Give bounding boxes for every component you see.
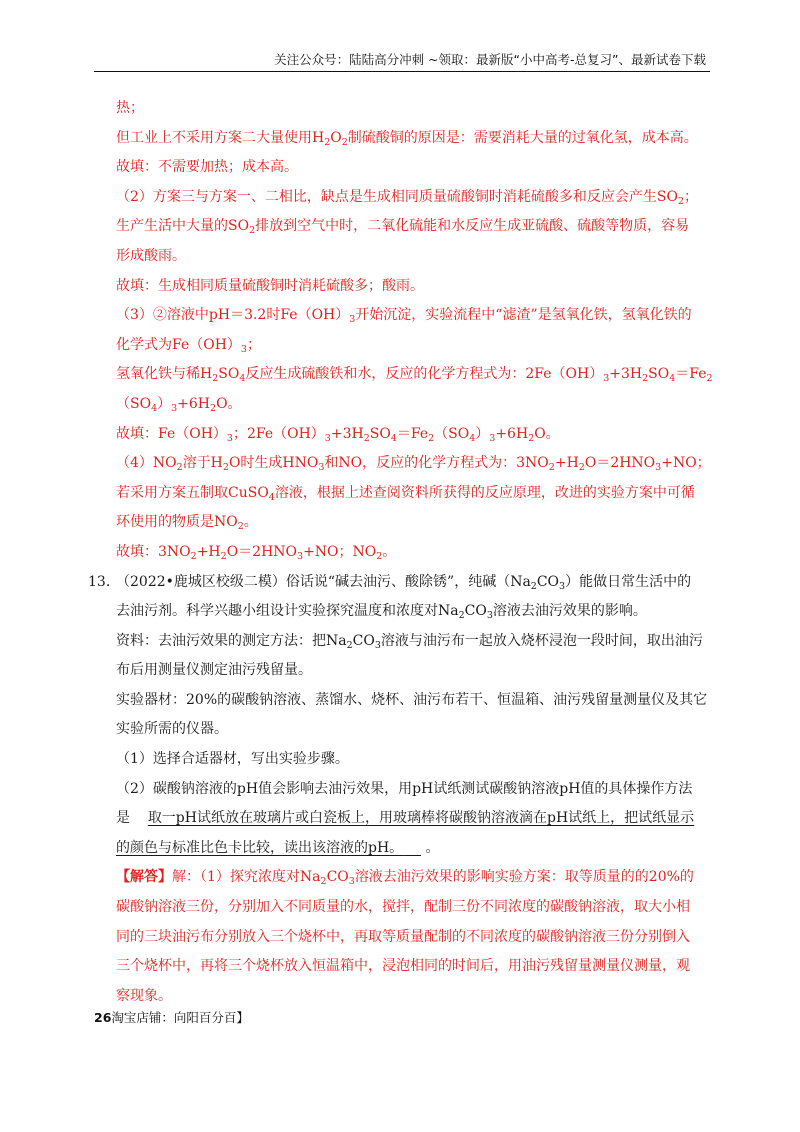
answer-tag: 【解答】 — [116, 869, 172, 886]
header-text: 关注公众号：陆陆高分冲刺 ~领取：最新版“小中高考-总复习”、最新试卷下载 — [274, 52, 706, 67]
solution-line: 故填：生成相同质量硫酸铜时消耗硫酸多；酸雨。 — [116, 277, 424, 294]
question-line: 去油污剂。科学兴趣小组设计实验探究温度和浓度对$Na_2CO_3$溶液去油污效果的影响。 — [116, 603, 647, 622]
filled-answer: 的颜色与标准比色卡比较，读出该溶液的pH。 — [116, 839, 404, 856]
solution-line: 生产生活中大量的$SO_2$排放到空气中时，二氧化硫能和水反应生成亚硫酸、硫酸等物质，容易 — [116, 218, 690, 237]
answer-line: 【解答】解：（1）探究浓度对$Na_2CO_3$溶液去油污效果的影响实验方案：取等质量的的20%的 — [116, 869, 694, 888]
question-line: 布后用测量仪测定油污残留量。 — [116, 662, 312, 679]
solution-line: 氢氧化铁与稀$H_2SO_4$反应生成硫酸铁和水，反应的化学方程式为：$2Fe(OH)_3+3H_2SO_4=Fe_2$ — [116, 366, 713, 385]
document-body — [88, 94, 713, 1011]
answer-line: 察现象。 — [116, 987, 172, 1004]
question-line: 资料：去油污效果的测定方法：把$Na_2CO_3$溶液与油污布一起放入烧杯浸泡一段时间，取出油污 — [116, 632, 703, 651]
filled-answer: 取一pH试纸放在玻璃片或白瓷板上，用玻璃棒将碳酸钠溶液滴在pH试纸上，把试纸显示 — [147, 810, 695, 827]
solution-line: $(4)NO_2$溶于$H_2O$时生成$HNO_3$和NO，反应的化学方程式为：$3NO_2+H_2O=2HNO_3+NO$； — [116, 455, 711, 474]
page-header — [274, 50, 706, 68]
page-number: 26 — [94, 1010, 112, 1025]
question-number: 13. — [88, 573, 111, 590]
solution-line: 故填：$3NO_2+H_2O=2HNO_3+NO$；$NO_2$。 — [116, 543, 397, 562]
solution-line: （3）②溶液中pH＝3.2时$Fe(OH)_3$开始沉淀，实验流程中“滤渣”是氢氧化铁，氢氧化铁的 — [116, 307, 692, 326]
answer-line: 碳酸钠溶液三份，分别加入不同质量的水，搅拌，配制三份不同浓度的碳酸钠溶液，取大小相 — [116, 899, 690, 916]
solution-line: 热； — [116, 100, 144, 116]
question-line: 是 取一pH试纸放在玻璃片或白瓷板上，用玻璃棒将碳酸钠溶液滴在pH试纸上，把试纸显示 — [116, 810, 695, 827]
question-line: 13. （2022•鹿城区校级二模）俗话说“碱去油污、酸除锈”，纯碱$(Na_2CO_3)$能做日常生活中的 — [116, 568, 706, 598]
answer-line: 三个烧杯中，再将三个烧杯放入恒温箱中，浸泡相同的时间后，用油污残留量测量仪测量，观 — [116, 958, 690, 975]
solution-line: （2）方案三与方案一、二相比，缺点是生成相同质量硫酸铜时消耗硫酸多和反应会产生$SO_2$； — [116, 188, 699, 207]
question-line: （1）选择合适器材，写出实验步骤。 — [116, 751, 349, 768]
question-line: 实验所需的仪器。 — [116, 721, 228, 738]
footer-text: 淘宝店铺：向阳百分百】 — [111, 1010, 249, 1025]
header-divider — [94, 71, 710, 72]
solution-line: 化学式为$Fe(OH)_3$； — [116, 336, 261, 355]
page-footer — [94, 1008, 249, 1026]
answer-line: 同的三块油污布分别放入三个烧杯中，再取等质量配制的不同浓度的碳酸钠溶液三份分别倒入 — [116, 928, 690, 945]
solution-line: 但工业上不采用方案二大量使用$H_2O_2$制硫酸铜的原因是：需要消耗大量的过氧化氢，成本高。 — [116, 129, 698, 148]
solution-line: 形成酸雨。 — [116, 247, 186, 264]
solution-line: 若采用方案五制取CuSO$_4$溶液，根据上述查阅资料所获得的反应原理，改进的实验方案中可循 — [116, 484, 695, 503]
solution-line: 故填：$Fe(OH)_3$；$2Fe(OH)_3+3H_2SO_4=Fe_2(SO_4)_3+6H_2O$。 — [116, 425, 560, 444]
solution-line: 环使用的物质是$NO_2$。 — [116, 514, 258, 533]
solution-line: 故填：不需要加热；成本高。 — [116, 159, 298, 176]
question-line: （2）碳酸钠溶液的pH值会影响去油污效果，用pH试纸测试碳酸钠溶液pH值的具体操作方法 — [116, 780, 693, 797]
solution-line: $(SO_4)_3+6H_2O$。 — [116, 395, 242, 414]
question-line: 实验器材：20%的碳酸钠溶液、蒸馏水、烧杯、油污布若干、恒温箱、油污残留量测量仪及其它 — [116, 691, 708, 708]
question-line: 的颜色与标准比色卡比较，读出该溶液的pH。 。 — [116, 839, 440, 856]
